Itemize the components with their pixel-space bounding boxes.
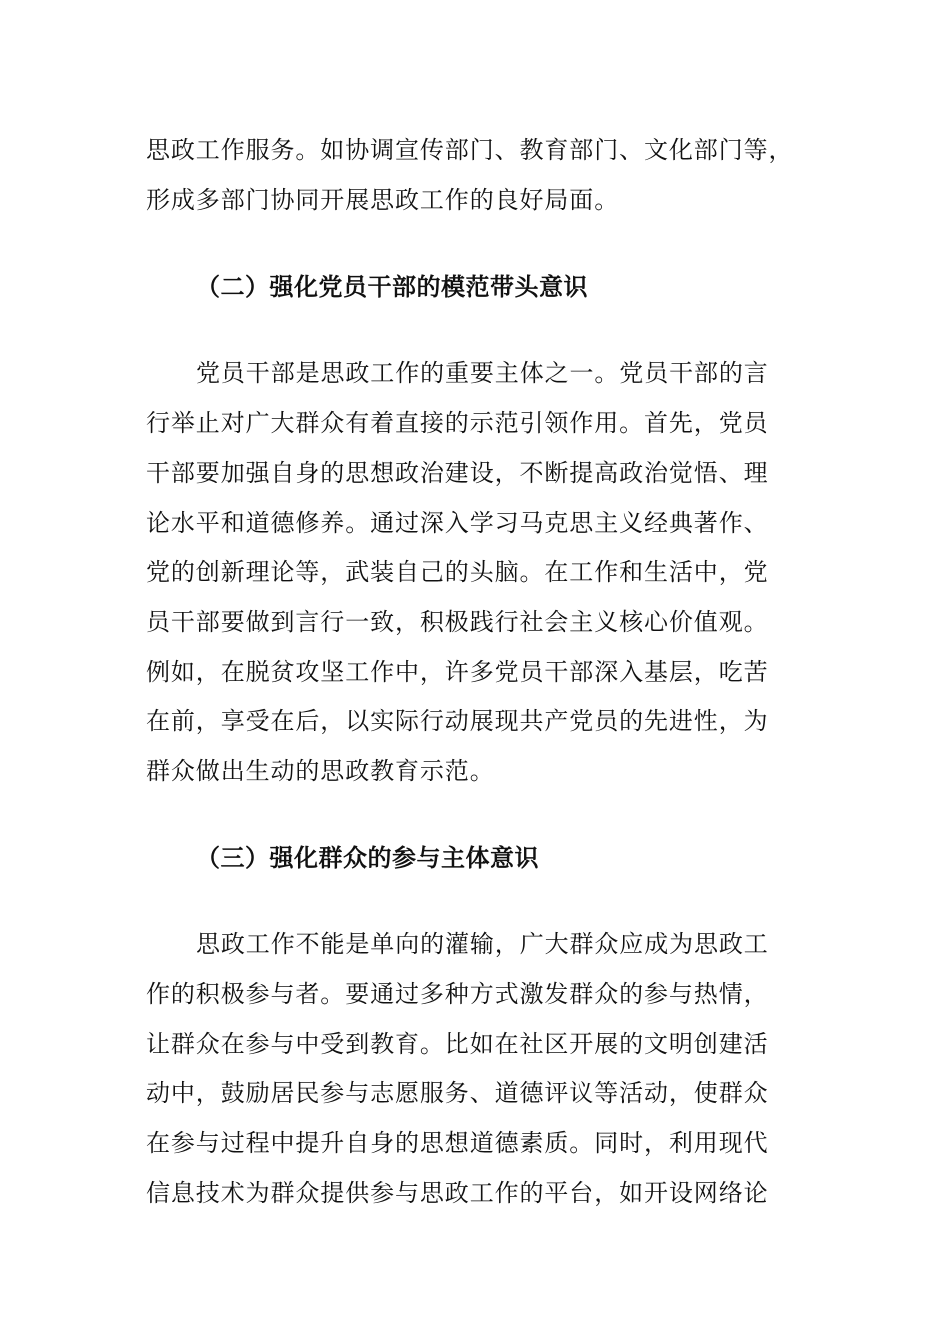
section-heading: （二）强化党员干部的模范带头意识 <box>196 273 588 301</box>
paragraph-line: 思政工作服务。如协调宣传部门、教育部门、文化部门等， <box>146 136 794 164</box>
paragraph-line: 信息技术为群众提供参与思政工作的平台，如开设网络论 <box>146 1179 769 1207</box>
paragraph-line: 群众做出生动的思政教育示范。 <box>146 757 495 785</box>
paragraph-line: 论水平和道德修养。通过深入学习马克思主义经典著作、 <box>146 509 769 537</box>
paragraph-line: 例如，在脱贫攻坚工作中，许多党员干部深入基层，吃苦 <box>146 658 769 686</box>
paragraph-line: 动中，鼓励居民参与志愿服务、道德评议等活动，使群众 <box>146 1079 769 1107</box>
paragraph-line: 思政工作不能是单向的灌输，广大群众应成为思政工 <box>196 930 769 958</box>
paragraph-line: 作的积极参与者。要通过多种方式激发群众的参与热情， <box>146 980 769 1008</box>
paragraph-line: 员干部要做到言行一致，积极践行社会主义核心价值观。 <box>146 608 769 636</box>
section-heading: （三）强化群众的参与主体意识 <box>196 844 539 872</box>
paragraph-line: 让群众在参与中受到教育。比如在社区开展的文明创建活 <box>146 1030 769 1058</box>
paragraph-line: 在前，享受在后，以实际行动展现共产党员的先进性，为 <box>146 707 769 735</box>
paragraph-line: 在参与过程中提升自身的思想道德素质。同时，利用现代 <box>146 1129 769 1157</box>
paragraph-line: 干部要加强自身的思想政治建设，不断提高政治觉悟、理 <box>146 459 769 487</box>
paragraph-line: 形成多部门协同开展思政工作的良好局面。 <box>146 186 620 214</box>
paragraph-line: 行举止对广大群众有着直接的示范引领作用。首先，党员 <box>146 409 769 437</box>
paragraph-line: 党的创新理论等，武装自己的头脑。在工作和生活中，党 <box>146 558 769 586</box>
paragraph-line: 党员干部是思政工作的重要主体之一。党员干部的言 <box>196 359 769 387</box>
